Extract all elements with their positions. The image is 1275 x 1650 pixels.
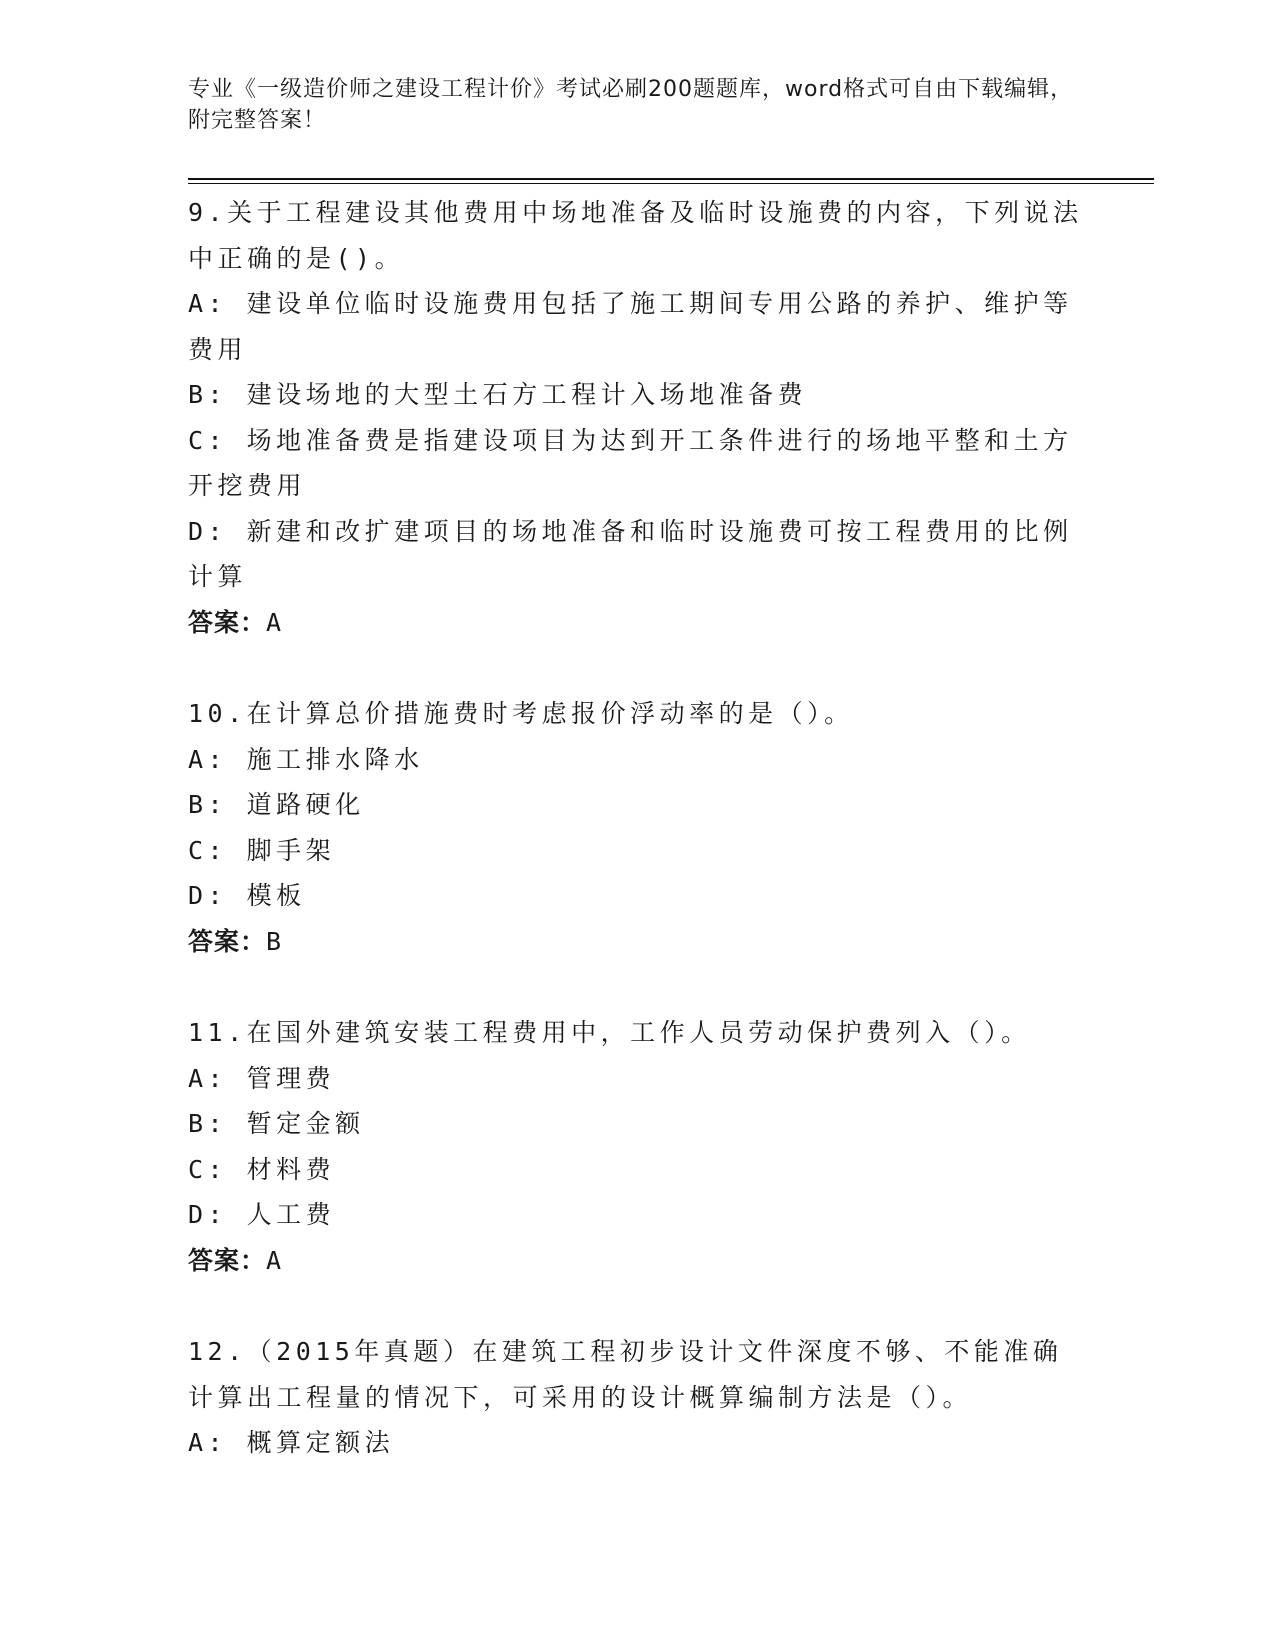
- option-c: C: 场地准备费是指建设项目为达到开工条件进行的场地平整和土方开挖费用: [188, 425, 1073, 500]
- question-12: [188, 1329, 1088, 1466]
- answer-label: 答案：: [188, 607, 267, 637]
- header-divider-thin: [188, 183, 1154, 184]
- answer-value: B: [266, 926, 283, 956]
- header-text: 专业《一级造价师之建设工程计价》考试必刷200题题库，word格式可自由下载编辑，附完整答案！: [188, 77, 1074, 133]
- question-list: [188, 190, 1088, 1512]
- option-b: B: 道路硬化: [188, 790, 365, 819]
- page-header: [188, 74, 1088, 136]
- option-a: A: 建设单位临时设施费用包括了施工期间专用公路的养护、维护等费用: [188, 289, 1073, 364]
- option-c: C: 材料费: [188, 1154, 336, 1184]
- question-10: [188, 691, 1088, 964]
- question-stem: 11.在国外建筑安装工程费用中，工作人员劳动保护费列入（）。: [188, 1018, 1031, 1047]
- answer-line: [188, 600, 1088, 646]
- option-d: D: 模板: [188, 881, 306, 910]
- option-c: C: 脚手架: [188, 835, 336, 865]
- option-d: D: 新建和改扩建项目的场地准备和临时设施费可按工程费用的比例计算: [188, 516, 1073, 591]
- question-stem: 9.关于工程建设其他费用中场地准备及临时设施费的内容，下列说法中正确的是()。: [188, 198, 1083, 273]
- answer-line: [188, 919, 1088, 965]
- option-d: D: 人工费: [188, 1200, 336, 1229]
- option-b: B: 暂定金额: [188, 1109, 365, 1138]
- option-a: A: 施工排水降水: [188, 744, 424, 774]
- header-divider-thick: [188, 178, 1154, 180]
- answer-line: [188, 1238, 1088, 1284]
- question-stem: 10.在计算总价措施费时考虑报价浮动率的是（）。: [188, 699, 854, 728]
- option-a: A: 概算定额法: [188, 1428, 395, 1457]
- question-9: [188, 190, 1088, 645]
- answer-label: 答案：: [188, 926, 267, 956]
- option-a: A: 管理费: [188, 1063, 336, 1093]
- question-stem: 12.（2015年真题）在建筑工程初步设计文件深度不够、不能准确计算出工程量的情况下，可采用的设计概算编制方法是（）。: [188, 1337, 1063, 1412]
- question-11: [188, 1010, 1088, 1283]
- answer-label: 答案：: [188, 1245, 267, 1275]
- answer-value: A: [266, 607, 283, 637]
- answer-value: A: [266, 1245, 283, 1275]
- option-b: B: 建设场地的大型土石方工程计入场地准备费: [188, 380, 808, 409]
